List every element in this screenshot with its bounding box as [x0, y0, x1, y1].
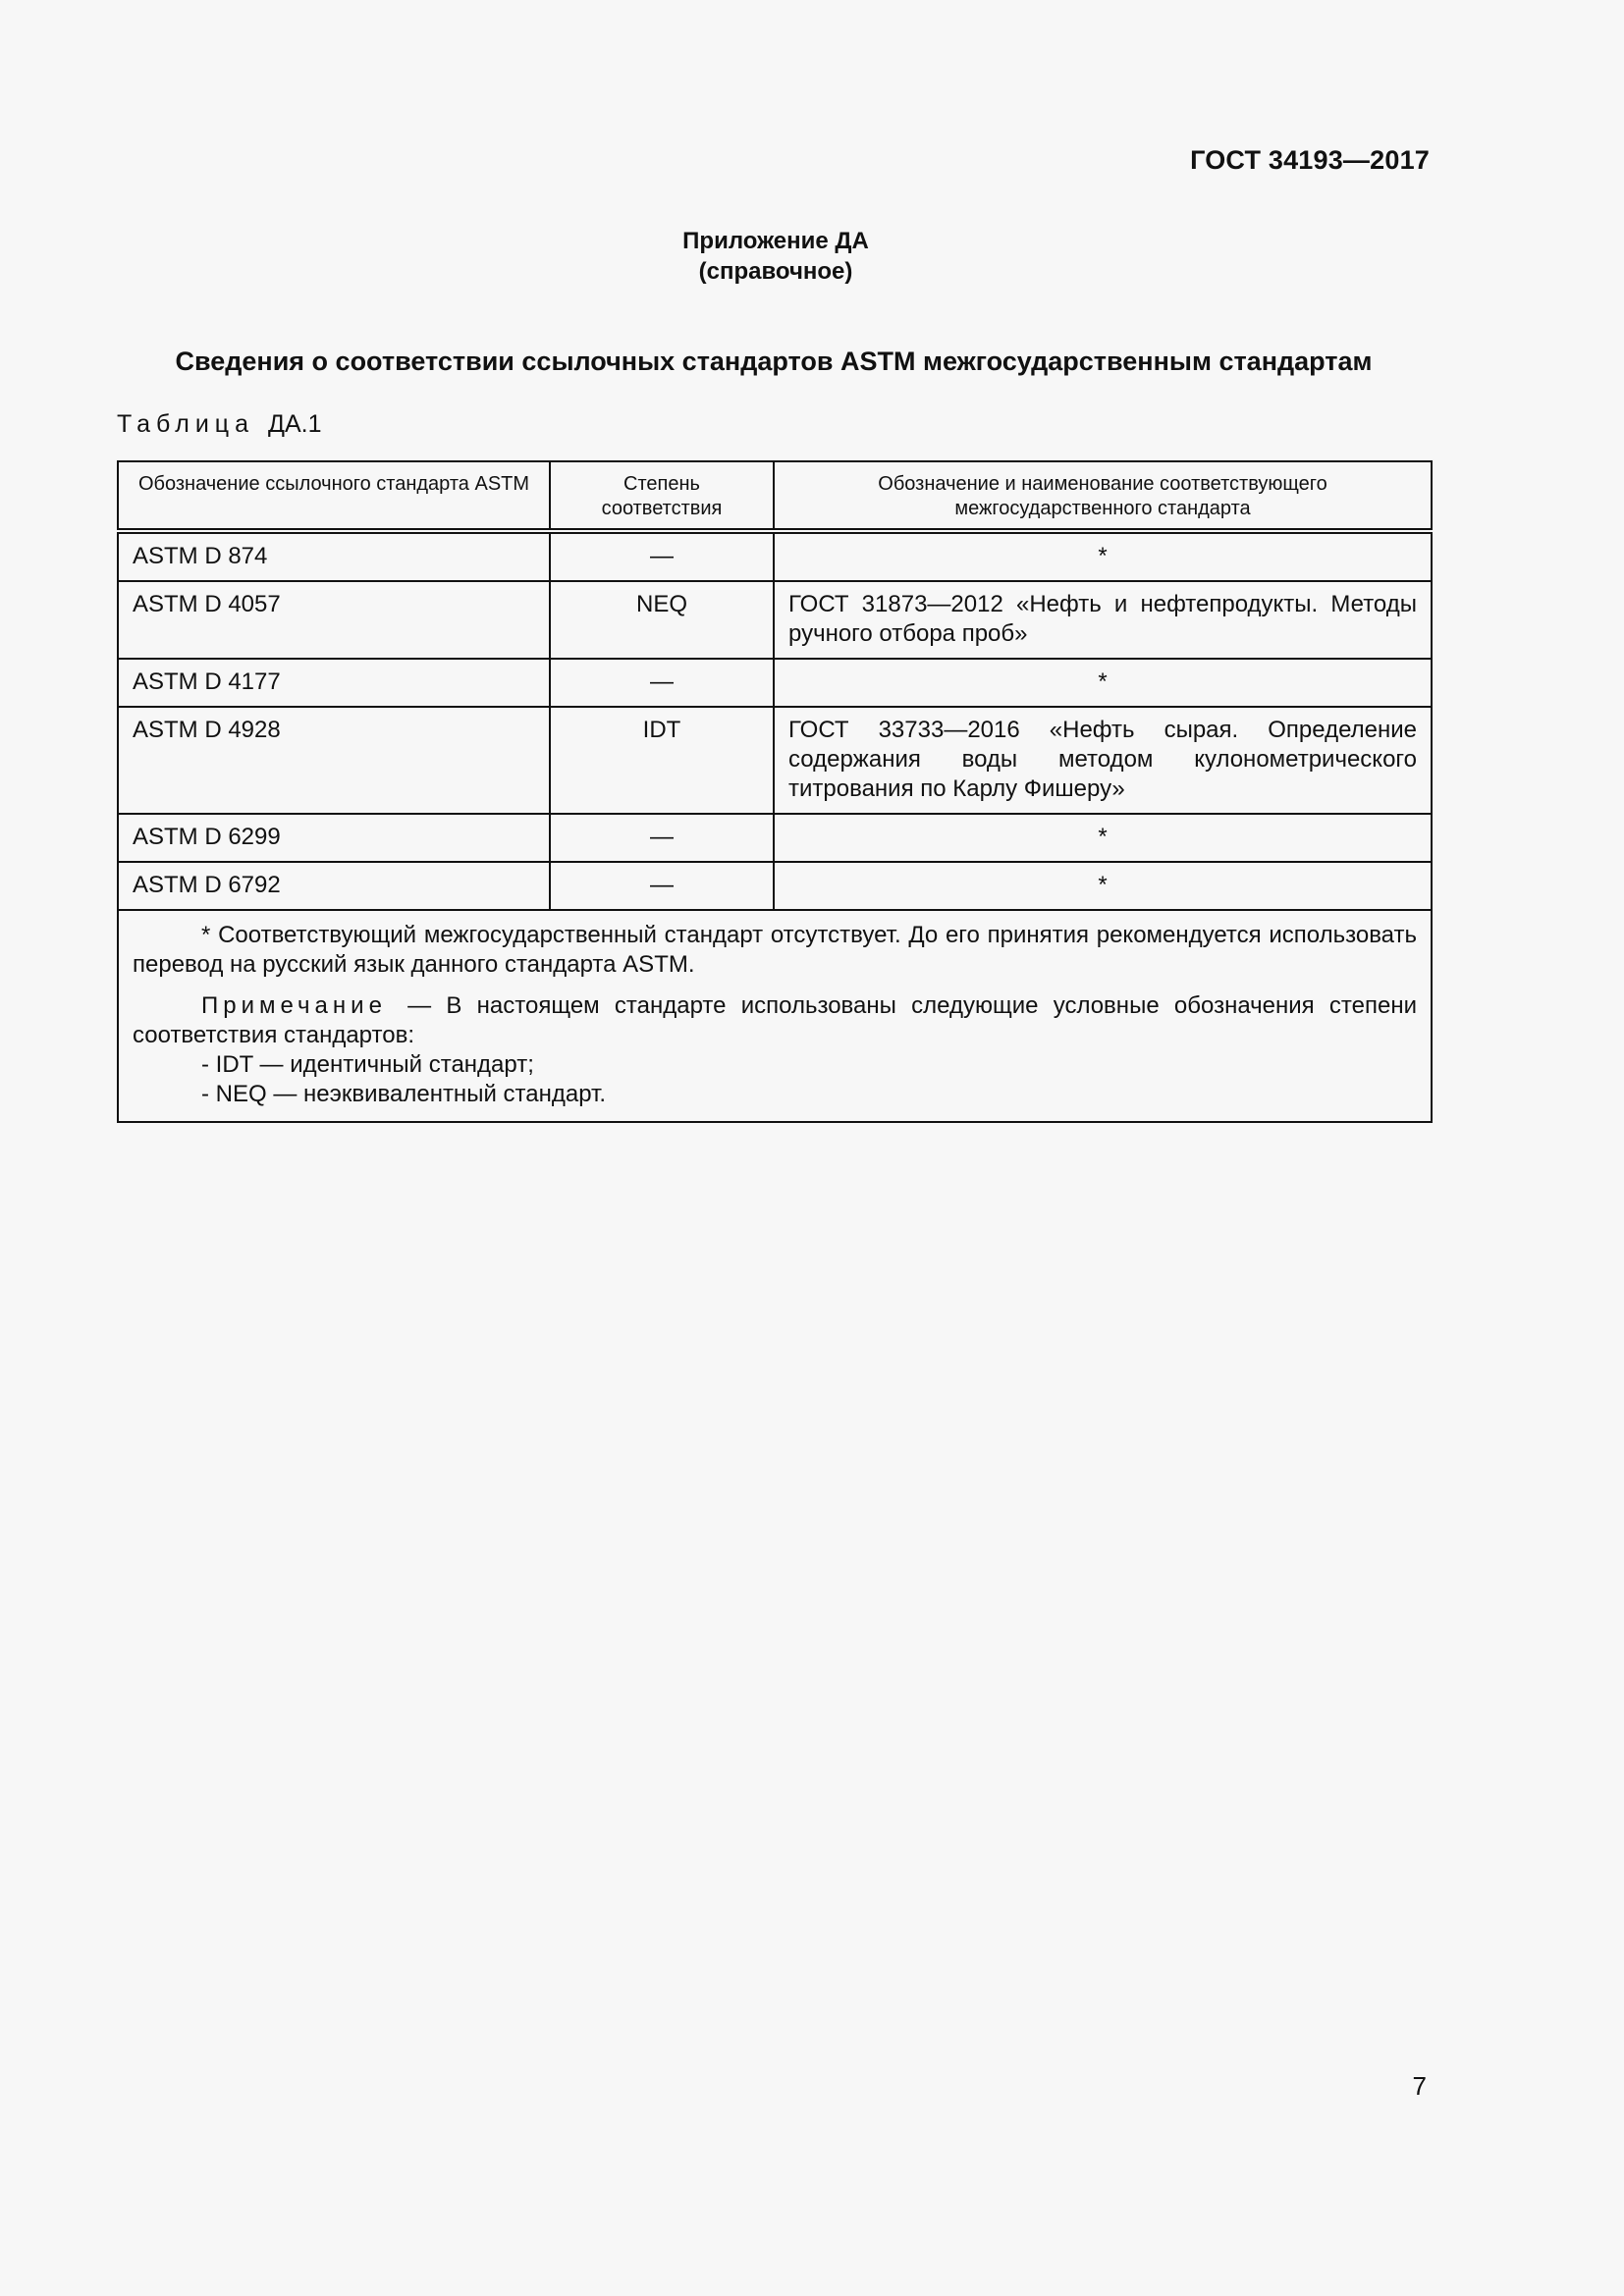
reference-cell: ASTM D 4177	[118, 659, 550, 707]
reference-cell: ASTM D 6299	[118, 814, 550, 862]
standard-cell: ГОСТ 33733—2016 «Нефть сырая. Определение содержания воды методом кулонометрического титрования по Карлу Фишеру»	[774, 707, 1432, 814]
reference-cell: ASTM D 6792	[118, 862, 550, 910]
footnote: * Соответствующий межгосударственный стандарт отсутствует. До его принятия рекомендуется использовать перевод на русский язык данного стандарта ASTM.	[133, 922, 1417, 978]
degree-cell: —	[550, 862, 774, 910]
table-notes-cell	[118, 910, 1432, 1122]
table-row	[118, 862, 1432, 910]
section-heading: Сведения о соответствии ссылочных стандартов ASTM межгосударственным стандартам	[175, 347, 1373, 376]
degree-cell: —	[550, 814, 774, 862]
standard-cell: ГОСТ 31873—2012 «Нефть и нефтепродукты. Методы ручного отбора проб»	[774, 581, 1432, 659]
table-row	[118, 814, 1432, 862]
page-number: 7	[1412, 2071, 1427, 2101]
reference-cell: ASTM D 874	[118, 531, 550, 581]
degree-cell: NEQ	[550, 581, 774, 659]
table-row	[118, 581, 1432, 659]
table-row	[118, 531, 1432, 581]
degree-cell: —	[550, 659, 774, 707]
table-caption-word: Таблица	[117, 410, 255, 438]
standard-cell: *	[774, 814, 1432, 862]
standard-cell: *	[774, 862, 1432, 910]
column-header-degree: Степень соответствия	[550, 461, 774, 531]
standard-cell: *	[774, 659, 1432, 707]
table-row	[118, 707, 1432, 814]
note-item-neq: - NEQ — неэквивалентный стандарт.	[201, 1081, 607, 1107]
note-label: Примечание	[201, 992, 387, 1019]
standard-cell: *	[774, 531, 1432, 581]
column-header-standard: Обозначение и наименование соответствующего межгосударственного стандарта	[774, 461, 1432, 531]
table-caption	[117, 410, 322, 439]
correspondence-table	[117, 460, 1433, 1123]
table-caption-number: ДА.1	[268, 410, 322, 438]
note-item-idt: - IDT — идентичный стандарт;	[201, 1051, 534, 1078]
note-paragraph	[133, 991, 1417, 1050]
reference-cell: ASTM D 4928	[118, 707, 550, 814]
column-header-reference: Обозначение ссылочного стандарта ASTM	[118, 461, 550, 531]
annex-title-block	[0, 226, 1551, 287]
table-row	[118, 659, 1432, 707]
degree-cell: IDT	[550, 707, 774, 814]
note-text: — В настоящем стандарте использованы следующие условные обозначения степени соответствия стандартов:	[133, 992, 1417, 1048]
degree-cell: —	[550, 531, 774, 581]
annex-subtitle: (справочное)	[698, 258, 853, 285]
document-code: ГОСТ 34193—2017	[1190, 145, 1430, 175]
reference-cell: ASTM D 4057	[118, 581, 550, 659]
table-notes-row	[118, 910, 1432, 1122]
table-header-row	[118, 461, 1432, 531]
annex-title: Приложение ДА	[682, 228, 869, 254]
